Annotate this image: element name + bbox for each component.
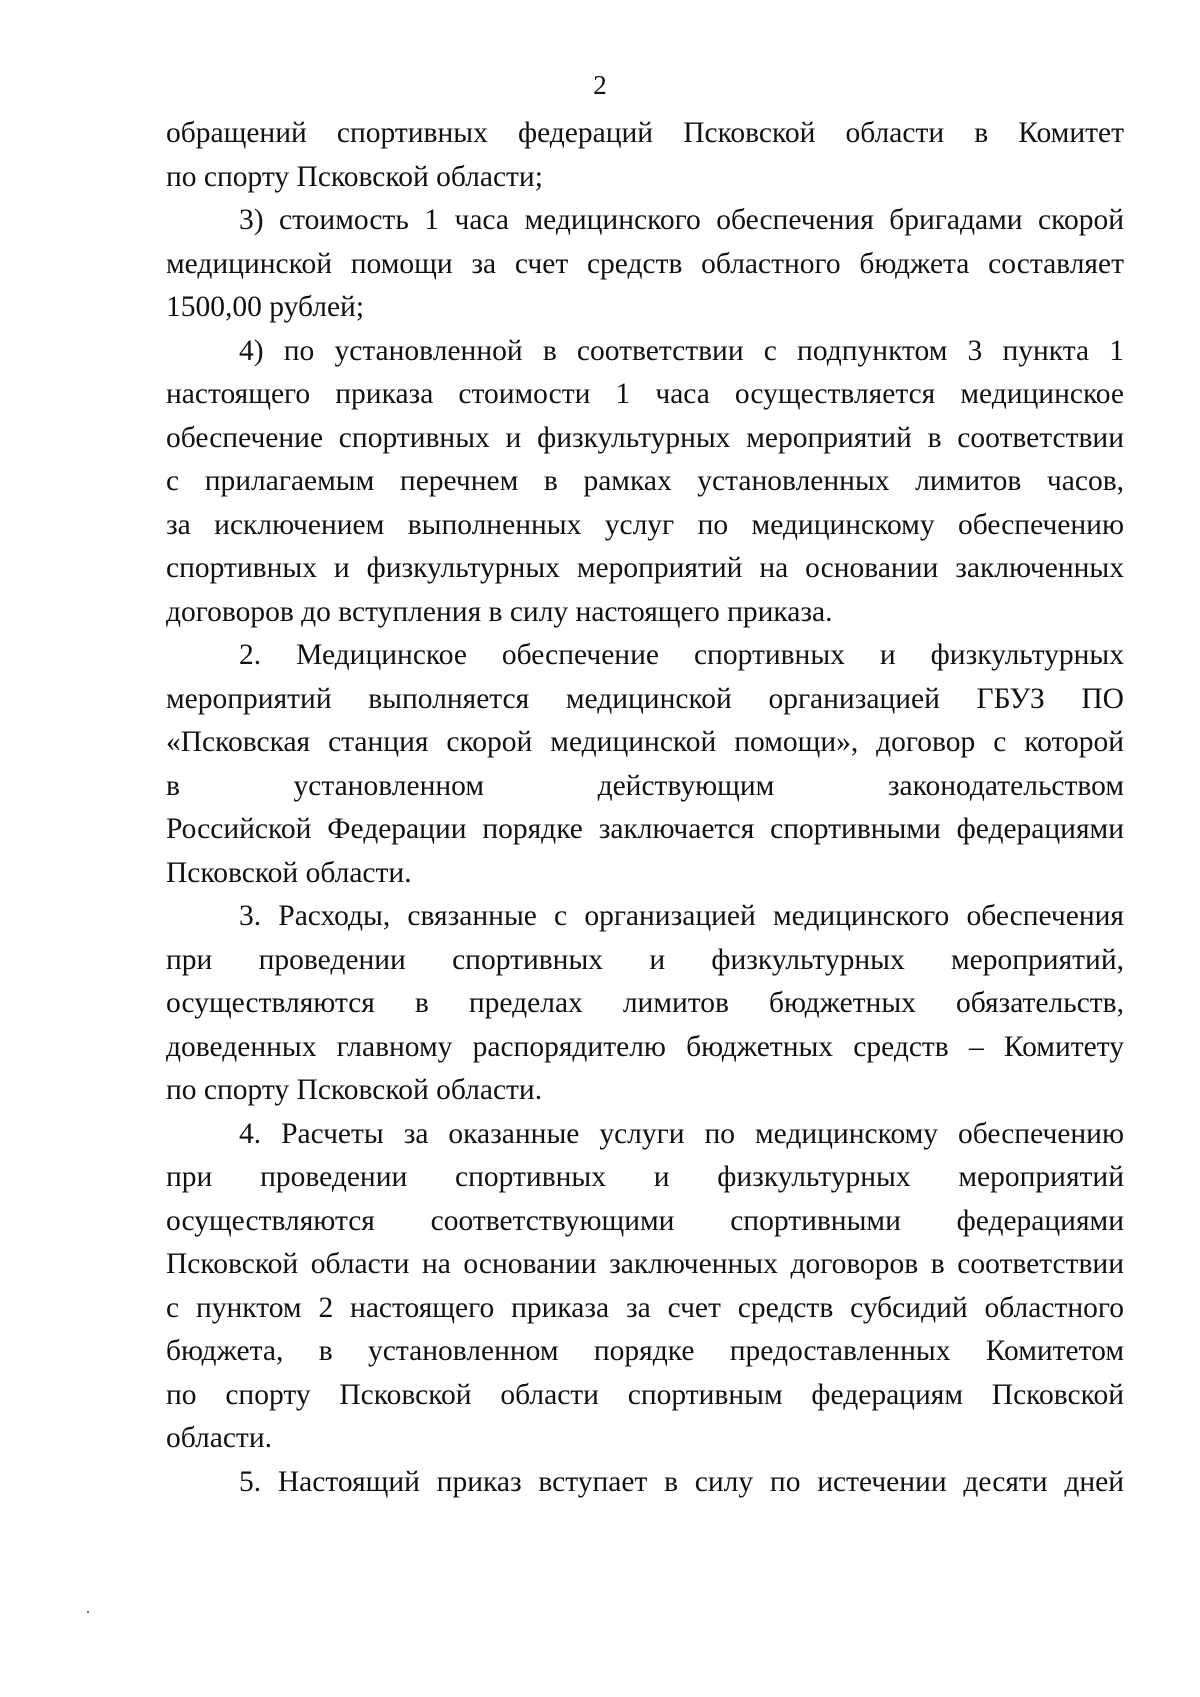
text-line: обеспечение спортивных и физкультурных мероприятий в соответствии — [166, 421, 1124, 454]
text-line: по спорту Псковской области; — [166, 160, 543, 193]
text-line: мероприятий выполняется медицинской организацией ГБУЗ ПО — [166, 682, 1124, 715]
text-line: медицинской помощи за счет средств областного бюджета составляет — [166, 247, 1124, 280]
text-line: доведенных главному распорядителю бюджетных средств – Комитету — [166, 1030, 1124, 1063]
text-line: Псковской области на основании заключенных договоров в соответствии — [166, 1248, 1124, 1280]
paragraph-item-4 — [166, 330, 1124, 635]
text-line: за исключением выполненных услуг по медицинскому обеспечению — [166, 508, 1124, 541]
text-line: 4. Расчеты за оказанные услуги по медицинскому обеспечению — [239, 1117, 1124, 1150]
text-line: с прилагаемым перечнем в рамках установленных лимитов часов, — [166, 465, 1124, 497]
text-line: 4) по установленной в соответствии с подпунктом 3 пункта 1 — [239, 334, 1124, 367]
text-line: 3. Расходы, связанные с организацией медицинского обеспечения — [239, 900, 1124, 932]
text-line: 3) стоимость 1 часа медицинского обеспечения бригадами скорой — [239, 204, 1124, 236]
paragraph-section-5 — [166, 1461, 1124, 1505]
document-body — [166, 112, 1124, 1504]
text-line: 1500,00 рублей; — [166, 291, 365, 323]
paragraph-item-3 — [166, 199, 1124, 330]
text-line: обращений спортивных федераций Псковской области в Комитет — [166, 117, 1124, 149]
text-line: Российской Федерации порядке заключается спортивными федерациями — [166, 813, 1124, 845]
text-line: осуществляются соответствующими спортивными федерациями — [166, 1204, 1124, 1237]
text-line: 5. Настоящий приказ вступает в силу по истечении десяти дней — [239, 1465, 1124, 1498]
text-line: договоров до вступления в силу настоящего приказа. — [166, 595, 833, 628]
text-line: с пунктом 2 настоящего приказа за счет средств субсидий областного — [166, 1291, 1124, 1324]
text-line: настоящего приказа стоимости 1 часа осуществляется медицинское — [166, 378, 1124, 410]
text-line: осуществляются в пределах лимитов бюджетных обязательств, — [166, 987, 1124, 1019]
text-line: 2. Медицинское обеспечение спортивных и физкультурных — [239, 639, 1124, 671]
text-line: по спорту Псковской области спортивным федерациям Псковской — [166, 1378, 1124, 1411]
text-line: при проведении спортивных и физкультурных мероприятий — [166, 1161, 1124, 1193]
text-line: по спорту Псковской области. — [166, 1074, 543, 1106]
paragraph-section-2 — [166, 634, 1124, 895]
paragraph-continuation — [166, 112, 1124, 199]
scan-speck — [87, 1611, 89, 1613]
text-line: области. — [166, 1422, 272, 1454]
text-line: в установленном действующим законодательством — [166, 769, 1124, 802]
text-line: бюджета, в установленном порядке предоставленных Комитетом — [166, 1335, 1124, 1367]
text-line: спортивных и физкультурных мероприятий на основании заключенных — [166, 552, 1124, 584]
paragraph-section-3 — [166, 895, 1124, 1113]
paragraph-section-4 — [166, 1113, 1124, 1461]
text-line: Псковской области. — [166, 856, 412, 889]
page-number: 2 — [593, 70, 607, 100]
text-line: «Псковская станция скорой медицинской помощи», договор с которой — [166, 726, 1124, 758]
text-line: при проведении спортивных и физкультурных мероприятий, — [166, 943, 1124, 976]
